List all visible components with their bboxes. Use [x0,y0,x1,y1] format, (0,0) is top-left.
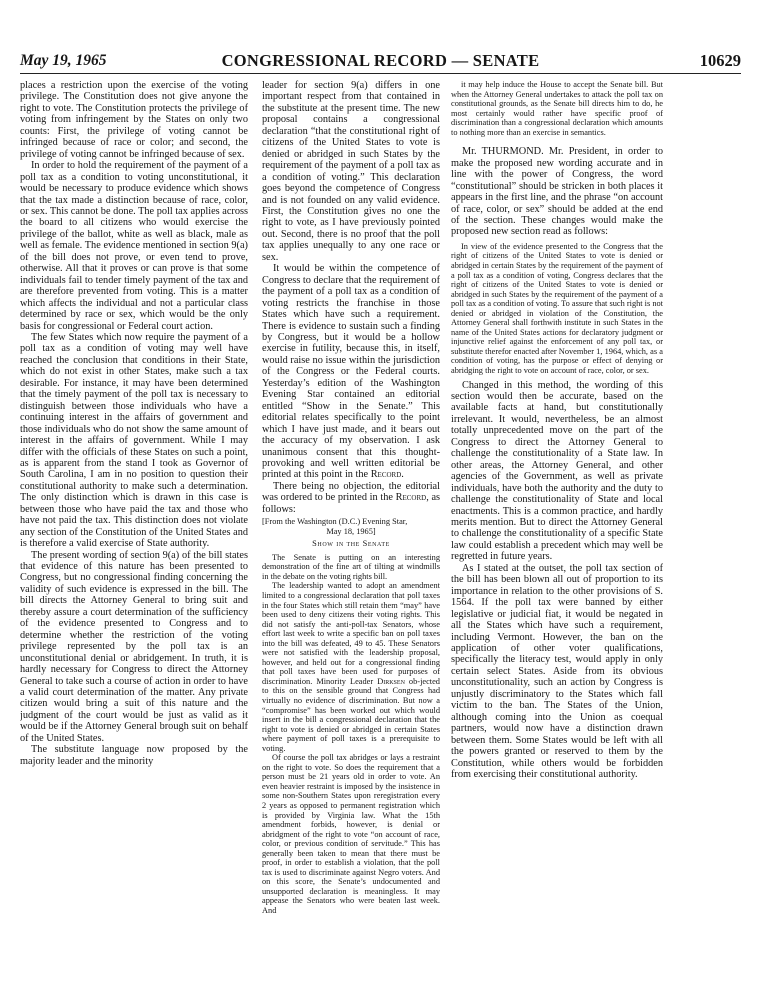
column-1 [20,80,248,980]
editorial-source [262,517,440,536]
editorial-paragraph [262,581,440,753]
page-number: 10629 [699,51,741,70]
paragraph-text: It would be within the competence of Congress to declare that the requirement of the payment of a poll tax as a condition of voting restricts the franchise in those States which have such a requirement. There is evidence to sustain such a finding by Congress, but it would be a hollow exercise in futility, because this, in itself, would raise no issue within the jurisdiction of the Congress or the Federal courts. Yesterday’s edition of the Washington Evening Star contained an editorial entitled “Show in the Senate.” This editorial relates specifically to the point which I have just made, and it bears out the accuracy of my observation. I ask unanimous consent that this thought-provoking and well written editorial be printed at this point in the [262,263,440,481]
editorial-text: ob- [404,676,421,686]
editorial-paragraph: it may help induce the House to accept the Senate bill. But when the Attorney General undertakes to attack the poll tax on constitutional grounds, as the Senate bill directs him to do, he most certainly would rather have specific proof of discrimination than a congressional declaration which amounts to nothing more than an exercise in semantics. [451,80,663,137]
paragraph-text: There being no objection, the editorial was ordered to be printed in the [262,480,440,504]
column-3 [451,80,663,980]
record-word: Record [395,492,427,504]
paragraph: Changed in this method, the wording of this section would then be accurate, based on the available facts at hand, but constitutionally irrelevant. It would, nevertheless, be an almost totally unprecedented move on the part of the Congress to direct the Attorney General to challenge the constitutionality of a State law. In other areas, the Attorney General, and other agencies of the Government, as well as private individuals, have both the authority and the duty to challenge the constitutionality of State and local enactments. This is a common practice, and hardly merits mention. But to direct the Attorney General to challenge the constitutionality of a specific State law could establish a precedent which may well be regretted in future years. [451,379,663,563]
editorial-heading: Show in the Senate [312,539,390,549]
header-date: May 19, 1965 [20,52,107,69]
paragraph: The present wording of section 9(a) of the bill states that evidence of this nature has been presented to Congress, but no congressional finding concerning the validity of such evidence is expressed in the bill. The bill directs the Attorney General to bring suit and thereby assure a court determination of the sufficiency of the evidence presented to Congress and to determine whether the restriction of the voting privilege represented by the poll tax is an unconstitutional denial or abridgement. In truth, it is hardly necessary for Congress to direct the Attorney General to take such a course of action in order to have a valid court determination of the matter. Any private citizen would bring a suit of this nature and the judgment of the court would be just as valid as it would be if the Attorney General brough suit on behalf of the United States. [20,549,248,744]
source-line-2: May 18, 1965] [326,526,376,536]
paragraph: It would be within the competence of Congress to declare that the requirement of the payment of a poll tax as a condition of voting restricts the franchise in those States which have such a requirement. There is evidence to sustain such a finding by Congress, but it would be a hollow exercise in futility, because this, in itself, would raise no issue within the jurisdiction of the Congress or the Federal courts. Yesterday’s edition of the Washington Evening Star contained an editorial entitled “Show in the Senate.” This editorial relates specifically to the point which I have just made, and it bears out the accuracy of my observation. I ask unanimous consent that this thought-provoking and well written editorial be printed at this point in the Record. [262,263,440,481]
paragraph: places a restriction upon the exercise of the voting privilege. The Constitution does not give anyone the right to vote. The Constitution protects the privilege of voting from infringement by the States on only two counts: First, the privilege of voting cannot be infringed because of race or color; and second, the privilege of voting cannot be infringed because of sex. [20,80,248,160]
editorial-text: The leadership wanted to adopt an amendment limited to a congressional declaration that poll taxes in the four States which still retain them “may” have been used to deny citizens their voting rights. This did not satisfy the anti-poll-tax Senators, whose effort last week to write a specific ban on poll taxes into the bill was defeated, 49 to 45. These Senators were not satisfied with the leadership proposal, however, and held out for a congressional finding that poll taxes have been used for purposes of discrimination. Minority Leader [262,581,440,686]
column-2 [262,80,440,980]
editorial-paragraph: Of course the poll tax abridges or lays a restraint on the right to vote. So does the requirement that a person must be 21 years old in order to vote. An even heavier restraint is imposed by the insistence in some non-Southern States upon reregistration every 2 years as opposed to permanent registration which is provided by Virginia law. What the 15th amendment forbids, however, is denial or abridgment of the right to vote “on account of race, color, or previous condition of servitude.” This has generally been taken to mean that there must be proof, in order to establish a violation, that the poll tax is used to discriminate against Negro voters. And on this score, the Senate’s undocumented and unsupported declaration is meaningless. It may appease the Senators who were beaten last week. And [262,753,440,915]
page-header [20,49,741,74]
paragraph: The substitute language now proposed by the majority leader and the minority [20,744,248,767]
editorial-paragraph: The Senate is putting on an interesting demonstration of the fine art of tilting at windmills in the debate on the voting rights bill. [262,552,440,581]
editorial-text: jected to this on the sensible ground that Congress had virtually no evidence of discrimination. But now a “compromise” has been worked out which would insert in the bill a congressional declaration that the right to vote is denied or abridged in certain States where payment of poll taxes is a prerequisite to voting. [262,676,440,753]
paragraph: There being no objection, the editorial was ordered to be printed in the Record, as follows: [262,480,440,515]
publication-title: CONGRESSIONAL RECORD — SENATE [221,51,540,70]
quoted-section: In view of the evidence presented to the Congress that the right of citizens of the United States to vote is denied or abridged in certain States by the requirement of the payment of a poll tax as a condition of voting, Congress declares that the right of citizens of the United States to vote is denied or abridged in such States by the requirement of the payment of a poll tax as a condition of voting. To assure that such right is not denied or abridged in violation of the Constitution, the Attorney General shall forthwith institute in such States in the name of the United States actions for declaratory judgment or injunctive relief against the enforcement of any poll tax, or substitute therefor enacted after November 1, 1964, which, as a condition of voting, has the purpose or effect of denying or abridging the right to vote on account of race, color, or sex. [451,241,663,376]
paragraph: As I stated at the outset, the poll tax section of the bill has been blown all out of proportion to its importance in relation to the other provisions of S. 1564. If the poll tax were banned by either legislative or judicial fiat, it would be negated in all the States which have such a requirement, including Vermont. However, the ban on the application of other voter qualifications, specifically the literacy test, would apply in only certain select States. Aside from its obvious unconstitutionality, such an action by Congress is unjustly discriminatory to the States which fall victim to the ban. The States of the Union, although coming into the Union as coequal partners, would now have a distinction drawn between them. Some States would be left with all the powers granted or reserved to them by the Constitution, while others would be forbidden from exercising their constitutional authority. [451,562,663,780]
paragraph: In order to hold the requirement of the payment of a poll tax as a condition to voting unconstitutional, it would be necessary to produce evidence which shows that the tax made a distinction because of race, color, or sex. This cannot be done. The poll tax applies across the board to all citizens who would exercise the privilege of the ballot, white as well as black, male as well as female. The evidence mentioned in section 9(a) of the bill does not prove, or even tend to prove, otherwise. All that it proves or can prove is that some individuals fail to tender timely payment of the tax and are therefore prevented from voting. This is a matter which affects the individual and not a particular class determined by race or sex, which would be the only basis for congressional or Federal court action. [20,160,248,332]
paragraph: The few States which now require the payment of a poll tax as a condition of voting may well have reached the conclusion that conditions in their State, which do not exist in other States, make such a tax desirable. For instance, it may have been determined that the timely payment of the poll tax is necessary to distinguish between those individuals who have a continuing interest in the affairs of government and those individuals who do not show the same amount of interest in the affairs of government. While I may differ with the officials of these States on such a point, as is apparent from the stand I took as Governor of South Carolina, I am in no position to question their constitutional authority to make such a determination. The only distinction which is drawn in this case is between those who have paid the tax and those who have not paid the tax. This distinction does not violate any section of the Constitution of the United States and is therefore a valid exercise of State authority. [20,331,248,550]
speaker-paragraph: Mr. THURMOND. Mr. President, in order to make the proposed new wording accurate and in line with the power of Congress, the word “constitutional” should be stricken in both places it appears in the first line, and the phrase “on account of race, color, or sex” should be added at the end of the section. These changes would make the proposed new section read as follows: [451,146,663,238]
record-word: Record [370,469,402,481]
dirksen-name: Dirksen [377,676,405,686]
as-follows-text: as follows: [262,492,440,515]
source-line-1: [From the Washington (D.C.) Evening Star, [262,517,408,527]
paragraph: leader for section 9(a) differs in one important respect from that contained in the substitute at the present time. The new proposal contains a congressional declaration “that the constitutional right of citizens of the United States to vote is denied or abridged in such States by the requirement of the payment of a poll tax as a condition of voting.” This declaration goes beyond the competence of Congress and is not founded on any valid evidence. First, the Constitution gives no one the right to vote, as I have previously pointed out. Second, there is no proof that the poll tax applies unequally to any one race or sex. [262,80,440,263]
